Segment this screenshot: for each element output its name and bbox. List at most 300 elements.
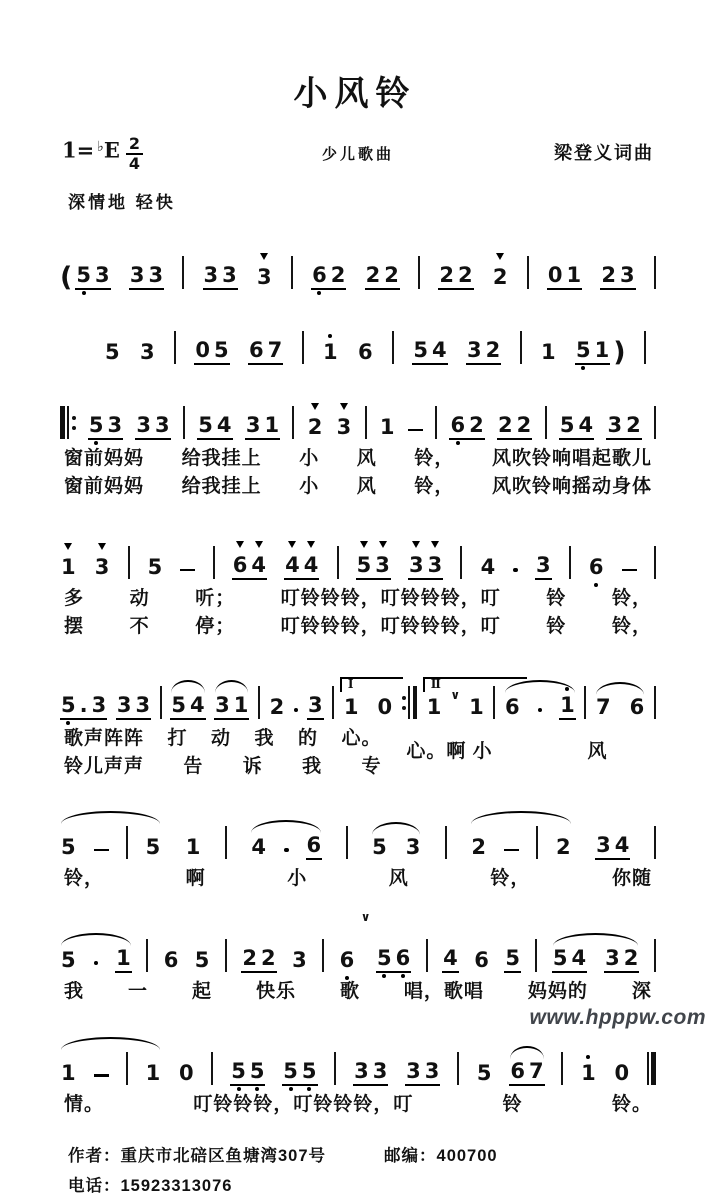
note-digit: 3 (222, 263, 237, 288)
bar-line (561, 1052, 563, 1085)
note-digit: 4 (251, 835, 266, 860)
accent-mark (288, 541, 296, 548)
note-digit: 7 (595, 695, 611, 720)
note-digit: 2 (384, 263, 399, 288)
note (412, 340, 447, 365)
bar-line (346, 826, 348, 859)
final-barline (647, 1052, 656, 1085)
lyric-segment: 你随 (611, 868, 652, 890)
note (311, 265, 346, 290)
note (600, 265, 635, 290)
note-digit: 2 (308, 417, 323, 438)
note-digit: 5 (105, 340, 120, 365)
note-digit: 1 (264, 413, 280, 438)
note-digit: 2 (269, 695, 285, 720)
note-digit: 6 (340, 950, 355, 971)
accent-mark (236, 541, 244, 548)
breath-mark: ∨ (360, 910, 371, 925)
note-group (504, 695, 576, 720)
note (629, 697, 646, 720)
slur-arc (61, 1037, 160, 1050)
note (473, 950, 490, 973)
lyric-segment: 铃， (611, 588, 652, 610)
note (509, 1058, 544, 1086)
lyric-segment: 妈妈的 (527, 981, 588, 1003)
note-digit: 4 (432, 338, 447, 363)
lyrics-block (56, 975, 660, 1006)
lyric-segment: 风 (587, 741, 608, 763)
note-digit: 3 (375, 555, 390, 576)
note-digit: 3 (129, 263, 145, 288)
note (379, 417, 396, 440)
rhythm-dot (294, 708, 299, 713)
note (376, 697, 393, 720)
note-digit: . (79, 693, 88, 718)
bar-line (126, 826, 128, 859)
bar-line (654, 256, 656, 289)
note-digit: 2 (330, 263, 346, 288)
note (145, 837, 162, 860)
bar-line (392, 331, 394, 364)
bar-line (334, 1052, 336, 1085)
note (408, 555, 443, 580)
repeat-dot (402, 696, 406, 700)
note-digit: 3 (136, 413, 151, 438)
note-digit: 5 (302, 1061, 317, 1082)
note-digit: 4 (251, 555, 266, 576)
lyric-segment: 铃， (64, 868, 105, 890)
note (178, 1060, 195, 1086)
slur-arc (215, 680, 248, 693)
note (438, 265, 473, 290)
bar-line (527, 256, 529, 289)
note (60, 557, 77, 580)
note (60, 950, 77, 973)
note (365, 265, 400, 290)
note-group (60, 262, 111, 294)
lyric-segment: 铃 (546, 615, 567, 637)
note-digit: 1 (541, 340, 556, 365)
note-digit: 4 (480, 555, 496, 580)
note-digit: 2 (469, 413, 484, 438)
lyric-segment: 诉 (242, 755, 263, 777)
note-group (60, 1052, 161, 1086)
note (353, 1058, 388, 1086)
note (115, 948, 132, 973)
note-digit: 3 (337, 417, 352, 438)
note (559, 415, 594, 440)
bar-line (426, 939, 428, 972)
note-digit: 3 (140, 340, 155, 365)
lyric-segment: 铃。 (611, 1093, 652, 1115)
note-group (371, 837, 421, 860)
author-address: 作者：重庆市北碚区鱼塘湾307号 (68, 1147, 327, 1166)
note (356, 555, 391, 580)
note (60, 1060, 77, 1086)
note-digit: 6 (450, 415, 465, 436)
note-digit: 5 (357, 555, 372, 576)
note-digit: 3 (245, 413, 261, 438)
note-digit: 0 (547, 263, 563, 288)
note (250, 837, 267, 860)
lyrics-block (56, 582, 660, 640)
note (604, 948, 639, 973)
dash-note (180, 569, 195, 572)
lyric-segment: 歌 (339, 981, 360, 1003)
note (145, 1060, 162, 1086)
note-digit: 3 (148, 263, 164, 288)
note-digit: 2 (556, 835, 571, 860)
note-digit: 2 (260, 946, 276, 971)
note-digit: 1 (185, 835, 201, 860)
note (547, 265, 582, 290)
bar-line (644, 331, 646, 364)
note (575, 340, 610, 365)
note-digit: 0 (195, 338, 210, 363)
lyric-row (64, 753, 382, 781)
note (170, 695, 205, 720)
note-digit: 6 (358, 340, 373, 365)
note-group (426, 677, 485, 720)
lyrics-block (56, 442, 660, 500)
rhythm-dot (94, 961, 99, 966)
lyric-segment: 窗前妈妈 (64, 475, 145, 497)
note-digit: 6 (163, 948, 179, 973)
accent-mark (360, 541, 368, 548)
note-digit: 3 (307, 693, 323, 718)
key-prefix: 1= (62, 137, 95, 163)
accent-mark (431, 541, 439, 548)
note-digit: 2 (498, 413, 513, 438)
bar-line (536, 826, 538, 859)
lyric-segment: 情。 (64, 1093, 105, 1115)
parenthesis: ) (613, 337, 626, 369)
note-digit: 1 (61, 557, 76, 578)
bar-line (365, 406, 367, 439)
lyric-row (64, 613, 652, 641)
lyric-segment: 叮铃铃铃，叮铃铃铃，叮 (280, 588, 501, 610)
note-digit: 3 (203, 263, 219, 288)
note-digit: 5 (194, 948, 210, 973)
lyric-segment: 唱，歌唱 (403, 981, 484, 1003)
note-digit: 2 (601, 263, 617, 288)
note-digit: 0 (377, 695, 393, 720)
bar-line (183, 406, 185, 439)
note-digit: 3 (91, 693, 107, 718)
note (588, 557, 605, 580)
note-digit: 2 (516, 413, 532, 438)
note-digit: 5 (145, 835, 161, 860)
note-digit: 1 (469, 695, 484, 720)
lyric-segment: 啊 (185, 868, 206, 890)
note (606, 415, 641, 440)
lyric-row (64, 473, 652, 501)
meter-numerator: 2 (126, 135, 143, 155)
lyric-segment: 告 (183, 755, 204, 777)
bar-line (258, 686, 260, 719)
note-digit: 6 (629, 695, 645, 720)
note-digit: 2 (365, 263, 381, 288)
octave-dot-below (317, 291, 321, 295)
lyric-row (64, 978, 652, 1006)
lyric-segment: 起 (191, 981, 212, 1003)
note-digit: 3 (215, 693, 230, 718)
note-digit: 5 (76, 265, 91, 286)
bar-line (654, 686, 656, 719)
footer-line-1 (68, 1142, 710, 1166)
note-digit: 6 (233, 555, 248, 576)
note-digit: 5 (552, 946, 568, 971)
note-group (575, 337, 626, 369)
lyric-row (64, 725, 382, 753)
rhythm-dot (513, 568, 518, 573)
note (555, 837, 572, 860)
note (129, 265, 164, 290)
music-line (56, 292, 660, 367)
lyric-segment: 歌声阵阵 (64, 728, 145, 750)
dash-note (504, 849, 519, 852)
note-digit: 6 (396, 948, 411, 969)
note (322, 342, 339, 365)
note-digit: 2 (485, 338, 501, 363)
lyric-row (64, 1091, 652, 1119)
phone-number: 电话：15923313076 (68, 1177, 233, 1196)
note-digit: 7 (528, 1058, 544, 1083)
repeat-dots (72, 406, 76, 439)
note (194, 950, 211, 973)
note (282, 1058, 317, 1086)
repeat-dot (72, 426, 76, 430)
note (442, 948, 459, 973)
ending-label: Ⅱ (430, 677, 441, 692)
note (559, 695, 576, 720)
lyric-segment: 窗前妈妈 (64, 448, 145, 470)
note-digit: 7 (267, 338, 283, 363)
note-digit: 5 (61, 948, 76, 973)
note-digit: 5 (250, 1061, 265, 1082)
note-group (60, 826, 161, 860)
note-group (595, 697, 645, 720)
lyric-segment: 铃， (490, 868, 531, 890)
note-digit: 4 (304, 555, 319, 576)
note-digit: 5 (89, 415, 104, 436)
note (60, 837, 77, 860)
note (336, 417, 353, 440)
note (135, 415, 170, 440)
note (88, 415, 123, 440)
dash-note (94, 1074, 109, 1077)
note-digit: 5 (214, 338, 229, 363)
note (203, 265, 238, 290)
note (405, 1058, 440, 1086)
note-digit: 6 (505, 695, 520, 720)
meter-denominator: 4 (128, 153, 140, 173)
note (306, 835, 323, 860)
lyric-segment: 心。 (341, 728, 382, 750)
rhythm-dot (538, 708, 543, 713)
lyric-segment: 听； (195, 588, 236, 610)
note (540, 342, 557, 365)
note-digit: 6 (474, 948, 489, 973)
note-digit: 3 (535, 553, 551, 578)
accent-mark (255, 541, 263, 548)
bar-line (211, 1052, 213, 1085)
lyric-segment: 风吹铃响摇动身体 (491, 475, 652, 497)
note (75, 265, 110, 290)
note (256, 267, 273, 290)
note-digit: 1 (61, 1060, 76, 1085)
note-digit: 3 (107, 413, 123, 438)
note-digit: 5 (147, 555, 163, 580)
note-digit: 5 (576, 340, 591, 361)
note (339, 950, 356, 973)
note-digit: 6 (510, 1058, 525, 1083)
note (343, 697, 360, 720)
bar-line (418, 256, 420, 289)
lyric-segment: 铃， (414, 475, 455, 497)
note-digit: 1 (594, 338, 610, 363)
accent-mark (311, 403, 319, 410)
accent-mark (340, 403, 348, 410)
note (284, 555, 319, 580)
octave-dot-below (82, 291, 86, 295)
lyric-segment: 我 (302, 755, 323, 777)
bar-line (213, 546, 215, 579)
music-line (56, 900, 660, 975)
bar-line (146, 939, 148, 972)
note-digit: 1 (233, 693, 249, 718)
lyrics-block (56, 722, 660, 780)
lyric-segment: 铃， (611, 615, 652, 637)
note (504, 697, 521, 720)
note-digit: 0 (179, 1060, 194, 1085)
accent-mark (64, 543, 72, 550)
note-digit: 5 (198, 413, 213, 438)
bar-line (654, 939, 656, 972)
accent-mark (260, 253, 268, 260)
note (147, 557, 164, 580)
note (197, 415, 232, 440)
bar-line (225, 826, 227, 859)
note (357, 342, 374, 365)
bar-line (520, 331, 522, 364)
note (595, 835, 630, 860)
note-digit: 3 (405, 835, 421, 860)
lyric-segment: 动 (129, 588, 150, 610)
lyric-segment: 风 (388, 868, 409, 890)
note (269, 697, 286, 720)
bar-line (174, 331, 176, 364)
lyric-segment: 风 (356, 475, 377, 497)
note-digit: 3 (409, 555, 424, 576)
note (468, 697, 485, 720)
accent-mark (412, 541, 420, 548)
note-group (60, 948, 132, 973)
lyric-segment: 动 (211, 728, 232, 750)
lyric-row (64, 585, 652, 613)
page-title: 小风铃 (293, 75, 417, 113)
note-digit: 3 (428, 555, 443, 576)
repeat-dot (72, 416, 76, 420)
note (104, 342, 121, 365)
composer-credit: 梁登义词曲 (554, 143, 654, 163)
note-digit: 4 (285, 555, 300, 576)
slur-arc (471, 811, 570, 824)
note (552, 948, 587, 973)
note-digit: 3 (116, 693, 132, 718)
note-digit: 2 (626, 413, 641, 438)
note (405, 837, 422, 860)
lyric-segment: 小 (287, 868, 308, 890)
genre-label: 少儿歌曲 (321, 146, 394, 163)
note-group (250, 835, 322, 860)
note (466, 340, 501, 365)
lyric-segment: 叮铃铃铃，叮铃铃铃，叮 (193, 1093, 414, 1115)
note (232, 555, 267, 580)
lyric-segment: 一 (127, 981, 148, 1003)
note-digit: 4 (578, 413, 594, 438)
note-digit: 4 (443, 946, 458, 971)
note-digit: 2 (242, 946, 257, 971)
note-digit: 2 (439, 263, 454, 288)
octave-dot-below (581, 366, 585, 370)
lyric-segment: 心。啊 小 (406, 741, 493, 763)
breath-mark: ∨ (450, 688, 461, 703)
note (194, 340, 229, 365)
bar-line (126, 1052, 128, 1085)
note (580, 1060, 597, 1086)
bar-line (292, 406, 294, 439)
note (163, 950, 180, 973)
bar-line (302, 331, 304, 364)
lyric-segment: 给我挂上 (181, 475, 262, 497)
lyric-segment: 铃 (502, 1093, 523, 1115)
repeat-start-barline (60, 406, 76, 439)
flat-sign: ♭ (97, 138, 104, 155)
note (307, 417, 324, 440)
lyric-segment: 停； (195, 615, 236, 637)
note-digit: 1 (426, 695, 442, 720)
slur-arc (596, 682, 644, 695)
note (614, 1060, 631, 1086)
note-digit: 3 (620, 263, 635, 288)
bar-line (569, 546, 571, 579)
note-digit: 3 (596, 833, 611, 858)
note (470, 837, 487, 860)
slur-arc (372, 822, 420, 835)
note (480, 557, 497, 580)
lyric-segment: 小 (299, 448, 320, 470)
bar-line (332, 686, 334, 719)
repeat-dot (402, 706, 406, 710)
note (376, 948, 411, 973)
note-digit: 1 (145, 1060, 161, 1085)
note (371, 837, 388, 860)
bar-line (445, 826, 447, 859)
note-digit: 1 (116, 946, 131, 971)
note (291, 950, 308, 973)
note (504, 948, 521, 973)
slur-arc (251, 820, 321, 833)
lyric-segment: 铃， (414, 448, 455, 470)
lyrics-block (56, 862, 660, 893)
lyric-segment: 风吹铃响唱起歌儿 (491, 448, 652, 470)
lyric-segment: 的 (298, 728, 319, 750)
expression-marking: 深情地 轻快 (68, 193, 176, 213)
note-digit: 2 (471, 835, 486, 860)
time-signature (126, 135, 143, 172)
note (60, 695, 107, 720)
